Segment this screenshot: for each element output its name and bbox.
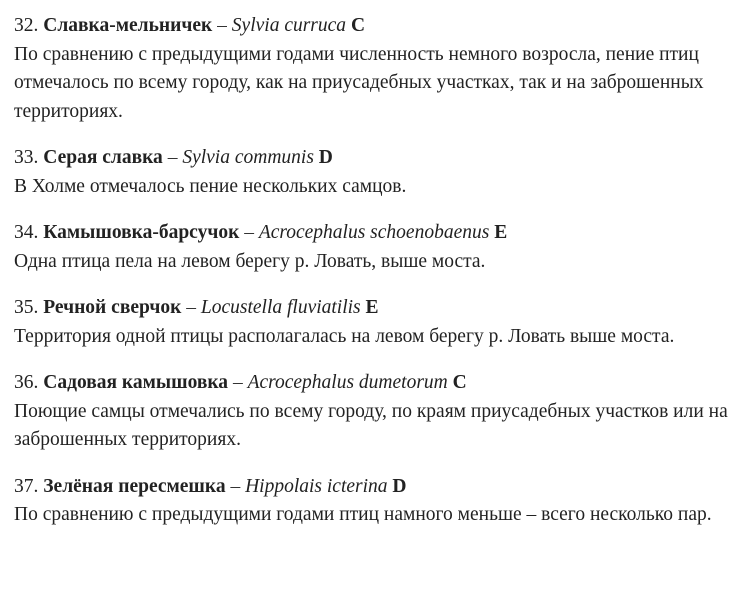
separator-dash: – [217,15,227,36]
species-entry-37 [14,473,740,530]
species-entry-33 [14,144,740,201]
latin-name: Hippolais icterina [245,475,388,497]
separator-dash: – [244,222,254,243]
separator-dash: – [232,372,243,393]
species-name: Серая славка [43,147,163,168]
species-number: 33. [14,147,39,168]
category-letter: D [318,147,333,168]
latin-name: Sylvia curruca [231,15,347,36]
species-name: Славка-мельничек [43,15,213,36]
species-number: 37. [14,475,39,497]
latin-name: Sylvia communis [182,147,314,168]
species-entry-35 [14,294,740,351]
category-letter: C [350,15,366,36]
separator-dash: – [230,475,241,497]
category-letter: E [365,297,379,318]
category-letter: E [494,222,508,243]
latin-name: Acrocephalus dumetorum [247,372,448,393]
separator-dash: – [186,297,196,318]
species-heading [14,219,740,248]
species-heading [14,473,740,502]
latin-name: Locustella fluviatilis [200,297,361,318]
species-name: Садовая камышовка [43,372,229,393]
species-name: Речной сверчок [43,297,182,318]
species-heading [14,12,740,41]
species-entry-34 [14,219,740,276]
species-description: В Холме отмечалось пение нескольких самцов. [14,175,407,197]
species-heading [14,144,740,173]
category-letter: C [452,372,467,393]
category-letter: D [392,475,407,497]
latin-name: Acrocephalus schoenobaenus [258,222,490,243]
species-description: Поющие самцы отмечались по всему городу, по краям приусадебных участков или на заброшенных территориях. [14,400,728,450]
species-heading [14,294,740,323]
species-number: 35. [14,297,39,318]
species-description: По сравнению с предыдущими годами численность немного возросла, пение птиц отмечалось по всему городу, как на приусадебных участках, так и на заброшенных территориях. [14,43,704,122]
species-description: Территория одной птицы располагалась на левом берегу р. Ловать выше моста. [14,325,675,347]
species-name: Камышовка-барсучок [43,222,240,243]
species-name: Зелёная пересмешка [43,475,226,497]
species-entry-32 [14,12,740,126]
separator-dash: – [167,147,178,168]
species-description: Одна птица пела на левом берегу р. Ловать, выше моста. [14,250,486,272]
species-description: По сравнению с предыдущими годами птиц намного меньше – всего несколько пар. [14,504,712,525]
species-entry-36 [14,369,740,455]
species-number: 36. [14,372,39,393]
species-number: 34. [14,222,39,243]
species-number: 32. [14,15,39,36]
species-heading [14,369,740,398]
